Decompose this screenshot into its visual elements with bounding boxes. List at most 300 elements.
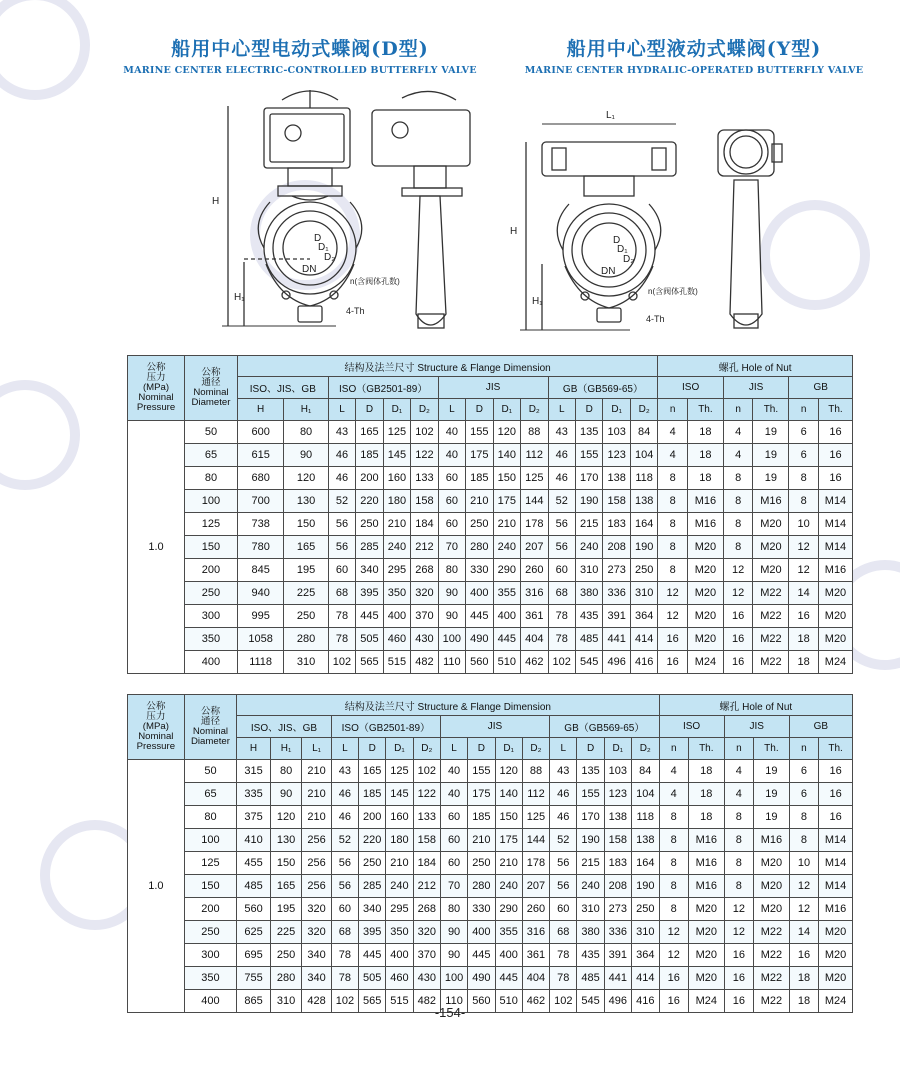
table-cell: 441	[604, 967, 631, 990]
table-cell: 4	[723, 421, 753, 444]
table-cell: 995	[237, 605, 283, 628]
table-cell: 10	[789, 852, 818, 875]
table-cell: 565	[359, 990, 386, 1013]
table-cell: 210	[302, 760, 331, 783]
table-cell: 4	[723, 444, 753, 467]
table-cell: 336	[604, 921, 631, 944]
table-row	[128, 467, 853, 490]
column-header: D₂	[522, 738, 549, 760]
table-cell: M14	[818, 513, 852, 536]
table-cell: 496	[603, 651, 630, 674]
header-hole-of-nut: 螺孔 Hole of Nut	[658, 356, 853, 377]
table-cell: 120	[284, 467, 328, 490]
table-cell: 560	[237, 898, 271, 921]
table-cell: 165	[284, 536, 328, 559]
table-cell: 133	[413, 806, 440, 829]
header-group-jis: JIS	[438, 377, 548, 399]
table-row	[128, 444, 853, 467]
table-row	[128, 875, 853, 898]
table-cell: 755	[237, 967, 271, 990]
table-cell: 60	[440, 852, 467, 875]
table-cell: 208	[604, 875, 631, 898]
column-header: L₁	[302, 738, 331, 760]
table-cell: 445	[356, 605, 383, 628]
table-cell: 103	[604, 760, 631, 783]
table-cell: 8	[724, 829, 753, 852]
table-cell: 90	[440, 944, 467, 967]
table-cell: 435	[577, 944, 604, 967]
table-cell: 52	[331, 829, 358, 852]
table-cell: 615	[237, 444, 283, 467]
table-cell: 285	[359, 875, 386, 898]
table-cell: 268	[413, 898, 440, 921]
column-header: L	[331, 738, 358, 760]
table-row	[128, 967, 853, 990]
header-nominal-pressure: 公称 压力 (MPa) Nominal Pressure	[128, 695, 185, 760]
table-cell: 175	[493, 490, 520, 513]
table-cell: 78	[548, 605, 575, 628]
table-cell: 102	[548, 651, 575, 674]
table-cell: M16	[754, 829, 790, 852]
table-cell: 260	[522, 898, 549, 921]
table-cell: M14	[819, 875, 853, 898]
table-cell: 110	[440, 990, 467, 1013]
table-cell: 8	[659, 829, 688, 852]
table-cell: M14	[819, 852, 853, 875]
table-cell: 56	[328, 536, 355, 559]
table-cell: M22	[754, 967, 790, 990]
table-cell: 12	[789, 875, 818, 898]
table-cell: 10	[789, 513, 819, 536]
nominal-diameter-cell: 250	[184, 921, 237, 944]
table-cell: 150	[493, 467, 520, 490]
table-cell: 46	[331, 783, 358, 806]
table-cell: 16	[818, 444, 852, 467]
table-cell: M14	[819, 829, 853, 852]
table-cell: 256	[302, 829, 331, 852]
table-cell: M20	[687, 559, 723, 582]
table-cell: 18	[687, 444, 723, 467]
table-cell: 158	[413, 829, 440, 852]
table-cell: 8	[789, 490, 819, 513]
nominal-diameter-cell: 80	[184, 806, 237, 829]
column-header: D	[577, 738, 604, 760]
table-cell: M14	[818, 536, 852, 559]
table-cell: 12	[789, 898, 818, 921]
table-cell: 43	[548, 421, 575, 444]
table-cell: 310	[632, 921, 660, 944]
table-cell: 441	[603, 628, 630, 651]
table-cell: M20	[819, 944, 853, 967]
table-cell: 68	[550, 921, 577, 944]
table-cell: 46	[550, 806, 577, 829]
table-cell: 102	[331, 990, 358, 1013]
table-cell: 19	[753, 444, 789, 467]
table-cell: 70	[440, 875, 467, 898]
table-cell: 4	[659, 760, 688, 783]
table-row	[128, 490, 853, 513]
table-cell: 16	[819, 806, 853, 829]
table-cell: M20	[819, 921, 853, 944]
table-cell: 391	[603, 605, 630, 628]
table-cell: 845	[237, 559, 283, 582]
table-cell: 150	[270, 852, 302, 875]
table-cell: 215	[577, 852, 604, 875]
table-cell: 250	[356, 513, 383, 536]
table-row	[128, 513, 853, 536]
table-cell: 350	[386, 921, 413, 944]
table-cell: 375	[237, 806, 271, 829]
table-cell: 43	[328, 421, 355, 444]
table-cell: 12	[658, 582, 688, 605]
header-structure-flange: 结构及法兰尺寸 Structure & Flange Dimension	[237, 695, 659, 716]
table-row	[128, 898, 853, 921]
table-cell: 12	[658, 605, 688, 628]
table-cell: 16	[724, 990, 753, 1013]
table-cell: 84	[630, 421, 657, 444]
column-header: Th.	[818, 399, 852, 421]
hydraulic-valve-side-drawing	[718, 130, 782, 328]
table-cell: 16	[723, 628, 753, 651]
table-cell: M16	[819, 898, 853, 921]
table-cell: 16	[659, 990, 688, 1013]
column-header: Th.	[754, 738, 790, 760]
table-cell: 16	[818, 467, 852, 490]
table-cell: 68	[331, 921, 358, 944]
table-cell: 207	[522, 875, 549, 898]
table-cell: 160	[386, 806, 413, 829]
column-header: Th.	[819, 738, 853, 760]
table-cell: M20	[688, 921, 724, 944]
table-cell: 1058	[237, 628, 283, 651]
table-cell: 700	[237, 490, 283, 513]
table-cell: 380	[575, 582, 602, 605]
table-cell: 185	[468, 806, 495, 829]
label-h1-electric: H₁	[234, 292, 245, 303]
table-cell: 19	[753, 421, 789, 444]
table-cell: 90	[270, 783, 302, 806]
table-row	[128, 760, 853, 783]
table-cell: 145	[383, 444, 410, 467]
table-cell: 8	[658, 513, 688, 536]
table-cell: 4	[724, 760, 753, 783]
table-cell: 14	[789, 921, 818, 944]
table-cell: M22	[753, 651, 789, 674]
table-cell: 256	[302, 852, 331, 875]
table-cell: 60	[550, 898, 577, 921]
header-hole-iso: ISO	[658, 377, 724, 399]
table-cell: 138	[632, 829, 660, 852]
nominal-diameter-cell: 125	[184, 852, 237, 875]
column-header: n	[659, 738, 688, 760]
table-cell: 12	[659, 921, 688, 944]
table-cell: 80	[440, 898, 467, 921]
table-cell: 56	[550, 852, 577, 875]
table-cell: 18	[688, 806, 724, 829]
table-cell: 56	[550, 875, 577, 898]
header-group-iso: ISO（GB2501-89）	[328, 377, 438, 399]
table-cell: 355	[495, 921, 522, 944]
table-cell: 220	[359, 829, 386, 852]
table-cell: 60	[328, 559, 355, 582]
nominal-diameter-cell: 250	[185, 582, 238, 605]
table-cell: M22	[754, 990, 790, 1013]
table-cell: 19	[754, 760, 790, 783]
table-cell: 8	[659, 806, 688, 829]
column-header: D	[575, 399, 602, 421]
table-cell: 256	[302, 875, 331, 898]
table-cell: 310	[575, 559, 602, 582]
table-cell: 16	[658, 628, 688, 651]
table-cell: 280	[468, 875, 495, 898]
table-cell: 4	[658, 444, 688, 467]
table-cell: 160	[383, 467, 410, 490]
nominal-diameter-cell: 200	[184, 898, 237, 921]
table-row	[128, 651, 853, 674]
table-cell: 8	[658, 490, 688, 513]
table-cell: 290	[495, 898, 522, 921]
table-cell: 400	[493, 605, 520, 628]
table-cell: 414	[632, 967, 660, 990]
nominal-diameter-cell: 200	[185, 559, 238, 582]
table-cell: 250	[468, 852, 495, 875]
label-l1-hydraulic: L₁	[606, 110, 615, 121]
table-cell: 16	[819, 783, 853, 806]
table-row	[128, 582, 853, 605]
table-cell: M16	[753, 490, 789, 513]
table-cell: 545	[575, 651, 602, 674]
table-cell: 16	[789, 944, 818, 967]
table-cell: 78	[328, 605, 355, 628]
table-cell: M20	[754, 852, 790, 875]
table-cell: 18	[789, 628, 819, 651]
hydraulic-valve-front-drawing	[520, 124, 676, 330]
table-cell: 170	[575, 467, 602, 490]
column-header: H	[237, 738, 271, 760]
table-cell: 16	[819, 760, 853, 783]
table-cell: 416	[632, 990, 660, 1013]
table-cell: 18	[789, 651, 819, 674]
table-cell: 404	[522, 967, 549, 990]
column-header: Th.	[753, 399, 789, 421]
table-cell: 140	[495, 783, 522, 806]
header-hole-jis: JIS	[723, 377, 789, 399]
table-cell: 190	[575, 490, 602, 513]
table-cell: 175	[495, 829, 522, 852]
table-cell: 12	[723, 559, 753, 582]
header-hole-iso: ISO	[659, 716, 724, 738]
table-cell: 210	[302, 783, 331, 806]
header-nominal-pressure: 公称 压力 (MPa) Nominal Pressure	[128, 356, 185, 421]
table-cell: 460	[386, 967, 413, 990]
table-cell: 435	[575, 605, 602, 628]
table-cell: 14	[789, 582, 819, 605]
label-n-note-hydraulic: n(含阀体孔数)	[648, 287, 698, 296]
table-row	[128, 921, 853, 944]
header-nominal-diameter: 公称 通径 Nominal Diameter	[185, 356, 238, 421]
table-cell: M22	[754, 944, 790, 967]
table-cell: 68	[548, 582, 575, 605]
table-cell: 180	[386, 829, 413, 852]
table-cell: 16	[789, 605, 819, 628]
table-cell: 102	[550, 990, 577, 1013]
table-cell: 320	[411, 582, 438, 605]
column-header: D	[468, 738, 495, 760]
table-cell: 16	[724, 967, 753, 990]
table-cell: 100	[438, 628, 465, 651]
table-cell: 330	[466, 559, 493, 582]
table-cell: 340	[359, 898, 386, 921]
table-cell: 19	[754, 806, 790, 829]
table-cell: 215	[575, 513, 602, 536]
table-cell: 445	[468, 944, 495, 967]
column-header: L	[548, 399, 575, 421]
column-header: n	[724, 738, 753, 760]
table-cell: 361	[522, 944, 549, 967]
nominal-diameter-cell: 350	[184, 967, 237, 990]
column-header: D₁	[604, 738, 631, 760]
table-cell: 104	[630, 444, 657, 467]
table-cell: 185	[466, 467, 493, 490]
table-cell: 273	[604, 898, 631, 921]
table-cell: 165	[359, 760, 386, 783]
table-cell: 280	[284, 628, 328, 651]
table-cell: 120	[493, 421, 520, 444]
table-cell: 8	[658, 559, 688, 582]
electric-valve-front-drawing	[222, 90, 362, 326]
table-cell: 60	[440, 806, 467, 829]
label-th-hydraulic: 4-Th	[646, 314, 665, 324]
table-cell: 100	[440, 967, 467, 990]
label-d-hydraulic: D	[613, 235, 621, 246]
table-cell: 183	[603, 513, 630, 536]
table-cell: 462	[521, 651, 548, 674]
table-cell: M24	[687, 651, 723, 674]
table-cell: M20	[753, 559, 789, 582]
table-cell: 88	[521, 421, 548, 444]
table-cell: 12	[789, 536, 819, 559]
column-header: D₁	[386, 738, 413, 760]
table-cell: 240	[383, 536, 410, 559]
nominal-diameter-cell: 50	[184, 760, 237, 783]
table-cell: M20	[753, 536, 789, 559]
title-hydraulic	[498, 34, 890, 76]
table-cell: 40	[438, 421, 465, 444]
table-cell: 295	[386, 898, 413, 921]
table-cell: 78	[331, 944, 358, 967]
table-cell: 273	[603, 559, 630, 582]
table-cell: 695	[237, 944, 271, 967]
table-cell: 104	[632, 783, 660, 806]
table-cell: 510	[495, 990, 522, 1013]
table-cell: 280	[466, 536, 493, 559]
table-cell: 90	[440, 921, 467, 944]
table-cell: 164	[632, 852, 660, 875]
table-cell: 6	[789, 760, 818, 783]
table-cell: 505	[356, 628, 383, 651]
table-cell: 400	[466, 582, 493, 605]
table-cell: 320	[302, 921, 331, 944]
nominal-diameter-cell: 65	[185, 444, 238, 467]
table-cell: 395	[359, 921, 386, 944]
table-row	[128, 806, 853, 829]
table-cell: 183	[604, 852, 631, 875]
table-cell: 6	[789, 421, 819, 444]
table-cell: 404	[521, 628, 548, 651]
table-cell: 380	[577, 921, 604, 944]
table-cell: 250	[359, 852, 386, 875]
table-cell: 135	[575, 421, 602, 444]
table-cell: 225	[284, 582, 328, 605]
table-cell: M20	[818, 582, 852, 605]
table-cell: 8	[789, 806, 818, 829]
table-cell: 135	[577, 760, 604, 783]
table-cell: 320	[413, 921, 440, 944]
table-cell: 103	[603, 421, 630, 444]
table-cell: 210	[302, 806, 331, 829]
table-cell: 90	[438, 605, 465, 628]
table-cell: 490	[466, 628, 493, 651]
column-header: H₁	[270, 738, 302, 760]
table-cell: 138	[604, 806, 631, 829]
table-cell: 240	[386, 875, 413, 898]
table-cell: 400	[386, 944, 413, 967]
table-cell: 260	[521, 559, 548, 582]
table-cell: 78	[328, 628, 355, 651]
table-cell: M16	[687, 490, 723, 513]
table-cell: 250	[630, 559, 657, 582]
table-cell: M24	[818, 651, 852, 674]
table-cell: 340	[302, 967, 331, 990]
table-row	[128, 829, 853, 852]
table-cell: 8	[658, 536, 688, 559]
table-cell: 445	[466, 605, 493, 628]
table-cell: 8	[723, 490, 753, 513]
table-cell: 110	[438, 651, 465, 674]
table-cell: 370	[411, 605, 438, 628]
label-h1-hydraulic: H₁	[532, 296, 543, 307]
table-cell: 310	[577, 898, 604, 921]
table-cell: 125	[521, 467, 548, 490]
nominal-diameter-cell: 300	[184, 944, 237, 967]
table-cell: 118	[632, 806, 660, 829]
table-cell: 125	[386, 760, 413, 783]
table-cell: 158	[603, 490, 630, 513]
table-cell: M20	[688, 944, 724, 967]
table-cell: 80	[438, 559, 465, 582]
column-header: n	[789, 399, 819, 421]
table-cell: 52	[550, 829, 577, 852]
column-header: D₂	[521, 399, 548, 421]
table-cell: 155	[575, 444, 602, 467]
label-d1-electric: D₁	[318, 242, 329, 253]
table-cell: M16	[688, 875, 724, 898]
column-header: n	[789, 738, 818, 760]
table-cell: 200	[356, 467, 383, 490]
table-cell: 185	[356, 444, 383, 467]
table-cell: 46	[548, 467, 575, 490]
table-cell: 46	[328, 444, 355, 467]
page-number: -154-	[434, 1005, 466, 1020]
table-cell: 190	[632, 875, 660, 898]
table-row	[128, 628, 853, 651]
table-cell: 680	[237, 467, 283, 490]
table-cell: 482	[411, 651, 438, 674]
table-cell: 316	[522, 921, 549, 944]
table-cell: 52	[328, 490, 355, 513]
header-group-iso-jis-gb: ISO、JIS、GB	[237, 716, 332, 738]
label-h-hydraulic: H	[510, 226, 518, 237]
